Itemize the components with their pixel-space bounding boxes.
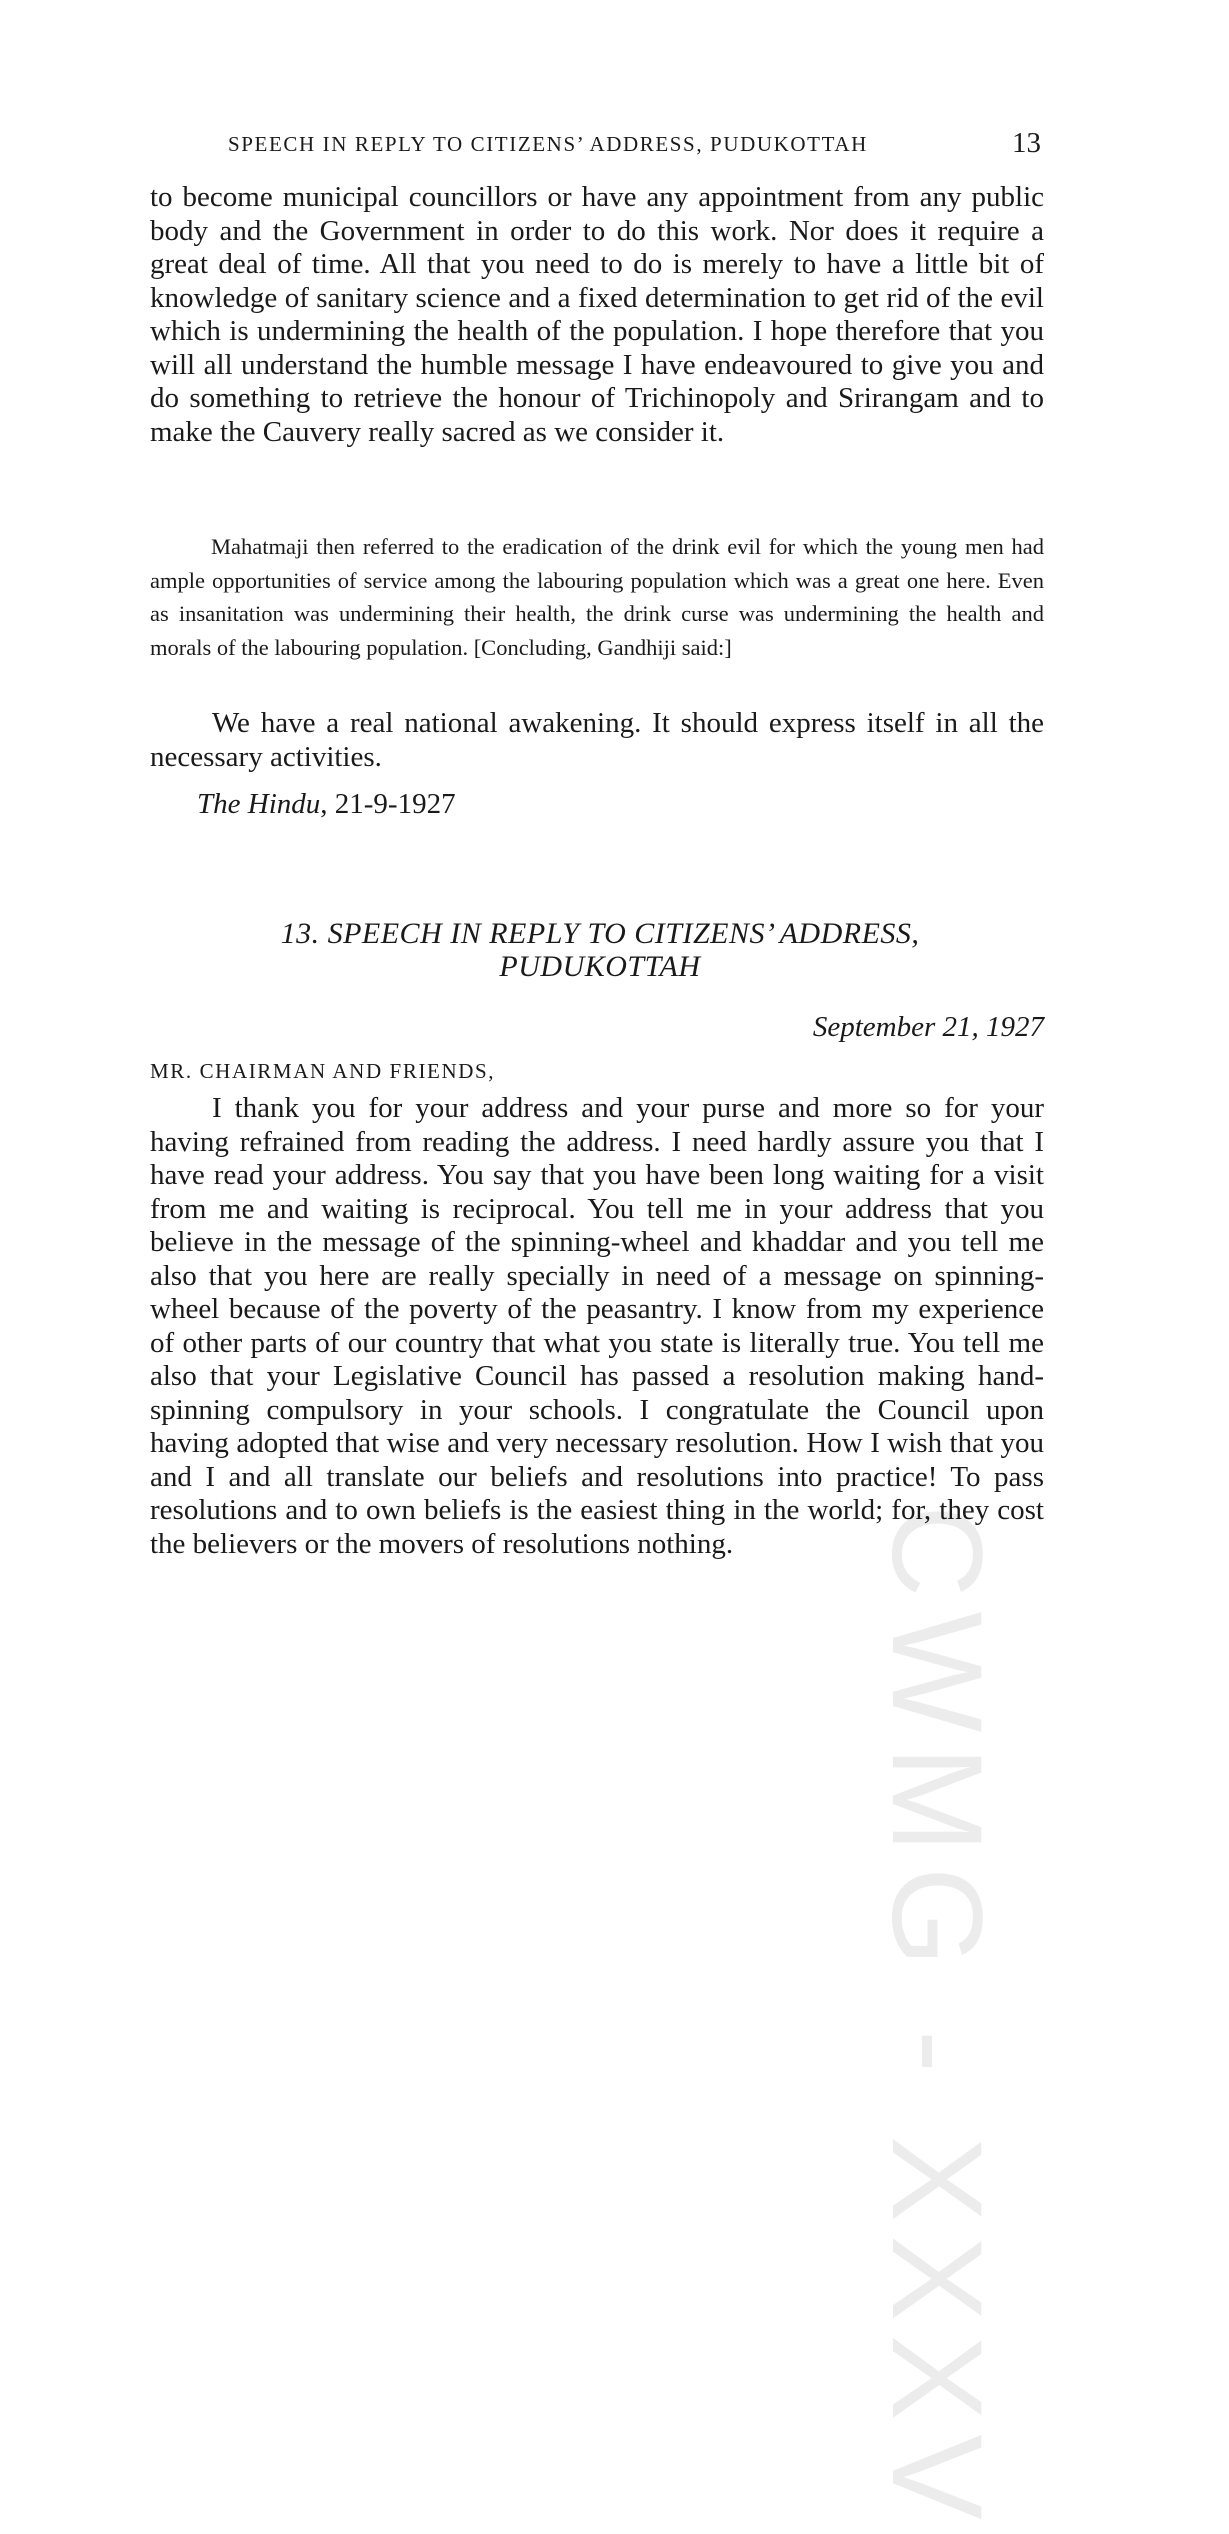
speech-paragraph [150,1092,1044,1561]
running-header: SPEECH IN REPLY TO CITIZENS’ ADDRESS, PUDUKOTTAH [228,132,868,156]
section-heading [150,917,1050,983]
closing-paragraph [150,707,1044,774]
paragraph-text: to become municipal councillors or have any appointment from any public body and the Government in order to do this work. Nor does it require a great deal of time. All that you need to do is merely to have a little bit of knowledge of sanitary science and a fixed determination to get rid of the evil which is undermining the health of the population. I hope therefore that you will all understand the humble message I have endeavoured to give you and do something to retrieve the honour of Trichinopoly and Srirangam and to make the Cauvery really sacred as we consider it. [150,181,1044,448]
section-heading-line-1: 13. SPEECH IN REPLY TO CITIZENS’ ADDRESS, [280,917,920,950]
editorial-note [150,530,1044,664]
speech-paragraph-text: I thank you for your address and your purse and more so for your having refrained from reading the address. I need hardly assure you that I have read your address. You say that you have been long waiting for a visit from me and waiting is reciprocal. You tell me in your address that you believe in the message of the spinning-wheel and khaddar and you tell me also that you here are really specially in need of a message on spinning-wheel because of the poverty of the peasantry. I know from my experience of other parts of our country that what you state is literally true. You tell me also that your Legislative Council has passed a resolution making hand-spinning compulsory in your schools. I congratulate the Council upon having adopted that wise and very necessary resolution. How I wish that you and I and all translate our beliefs and resolutions into practice! To pass resolutions and to own beliefs is the easiest thing in the world; for, they cost the believers or the movers of resolutions nothing. [150,1092,1044,1560]
section-heading-line-2: PUDUKOTTAH [499,950,701,983]
citation-date: , 21-9-1927 [320,788,456,820]
dateline: September 21, 1927 [812,1011,1044,1043]
paragraph-continued [150,181,1044,449]
closing-paragraph-text: We have a real national awakening. It should express itself in all the necessary activities. [150,707,1044,773]
newspaper-name: The Hindu [197,788,321,820]
page-number: 13 [1012,127,1041,159]
salutation: MR. CHAIRMAN AND FRIENDS, [150,1059,496,1083]
editorial-note-text: Mahatmaji then referred to the eradication of the drink evil for which the young men had ample opportunities of service among the labouring population which was a great one here. Even as insanitation was undermining their health, the drink curse was undermining the health and morals of the labouring population. [Concluding, Gandhiji said:] [150,534,1044,660]
source-citation [197,788,456,821]
watermark: CWMG - XXXV [865,1505,1008,2534]
